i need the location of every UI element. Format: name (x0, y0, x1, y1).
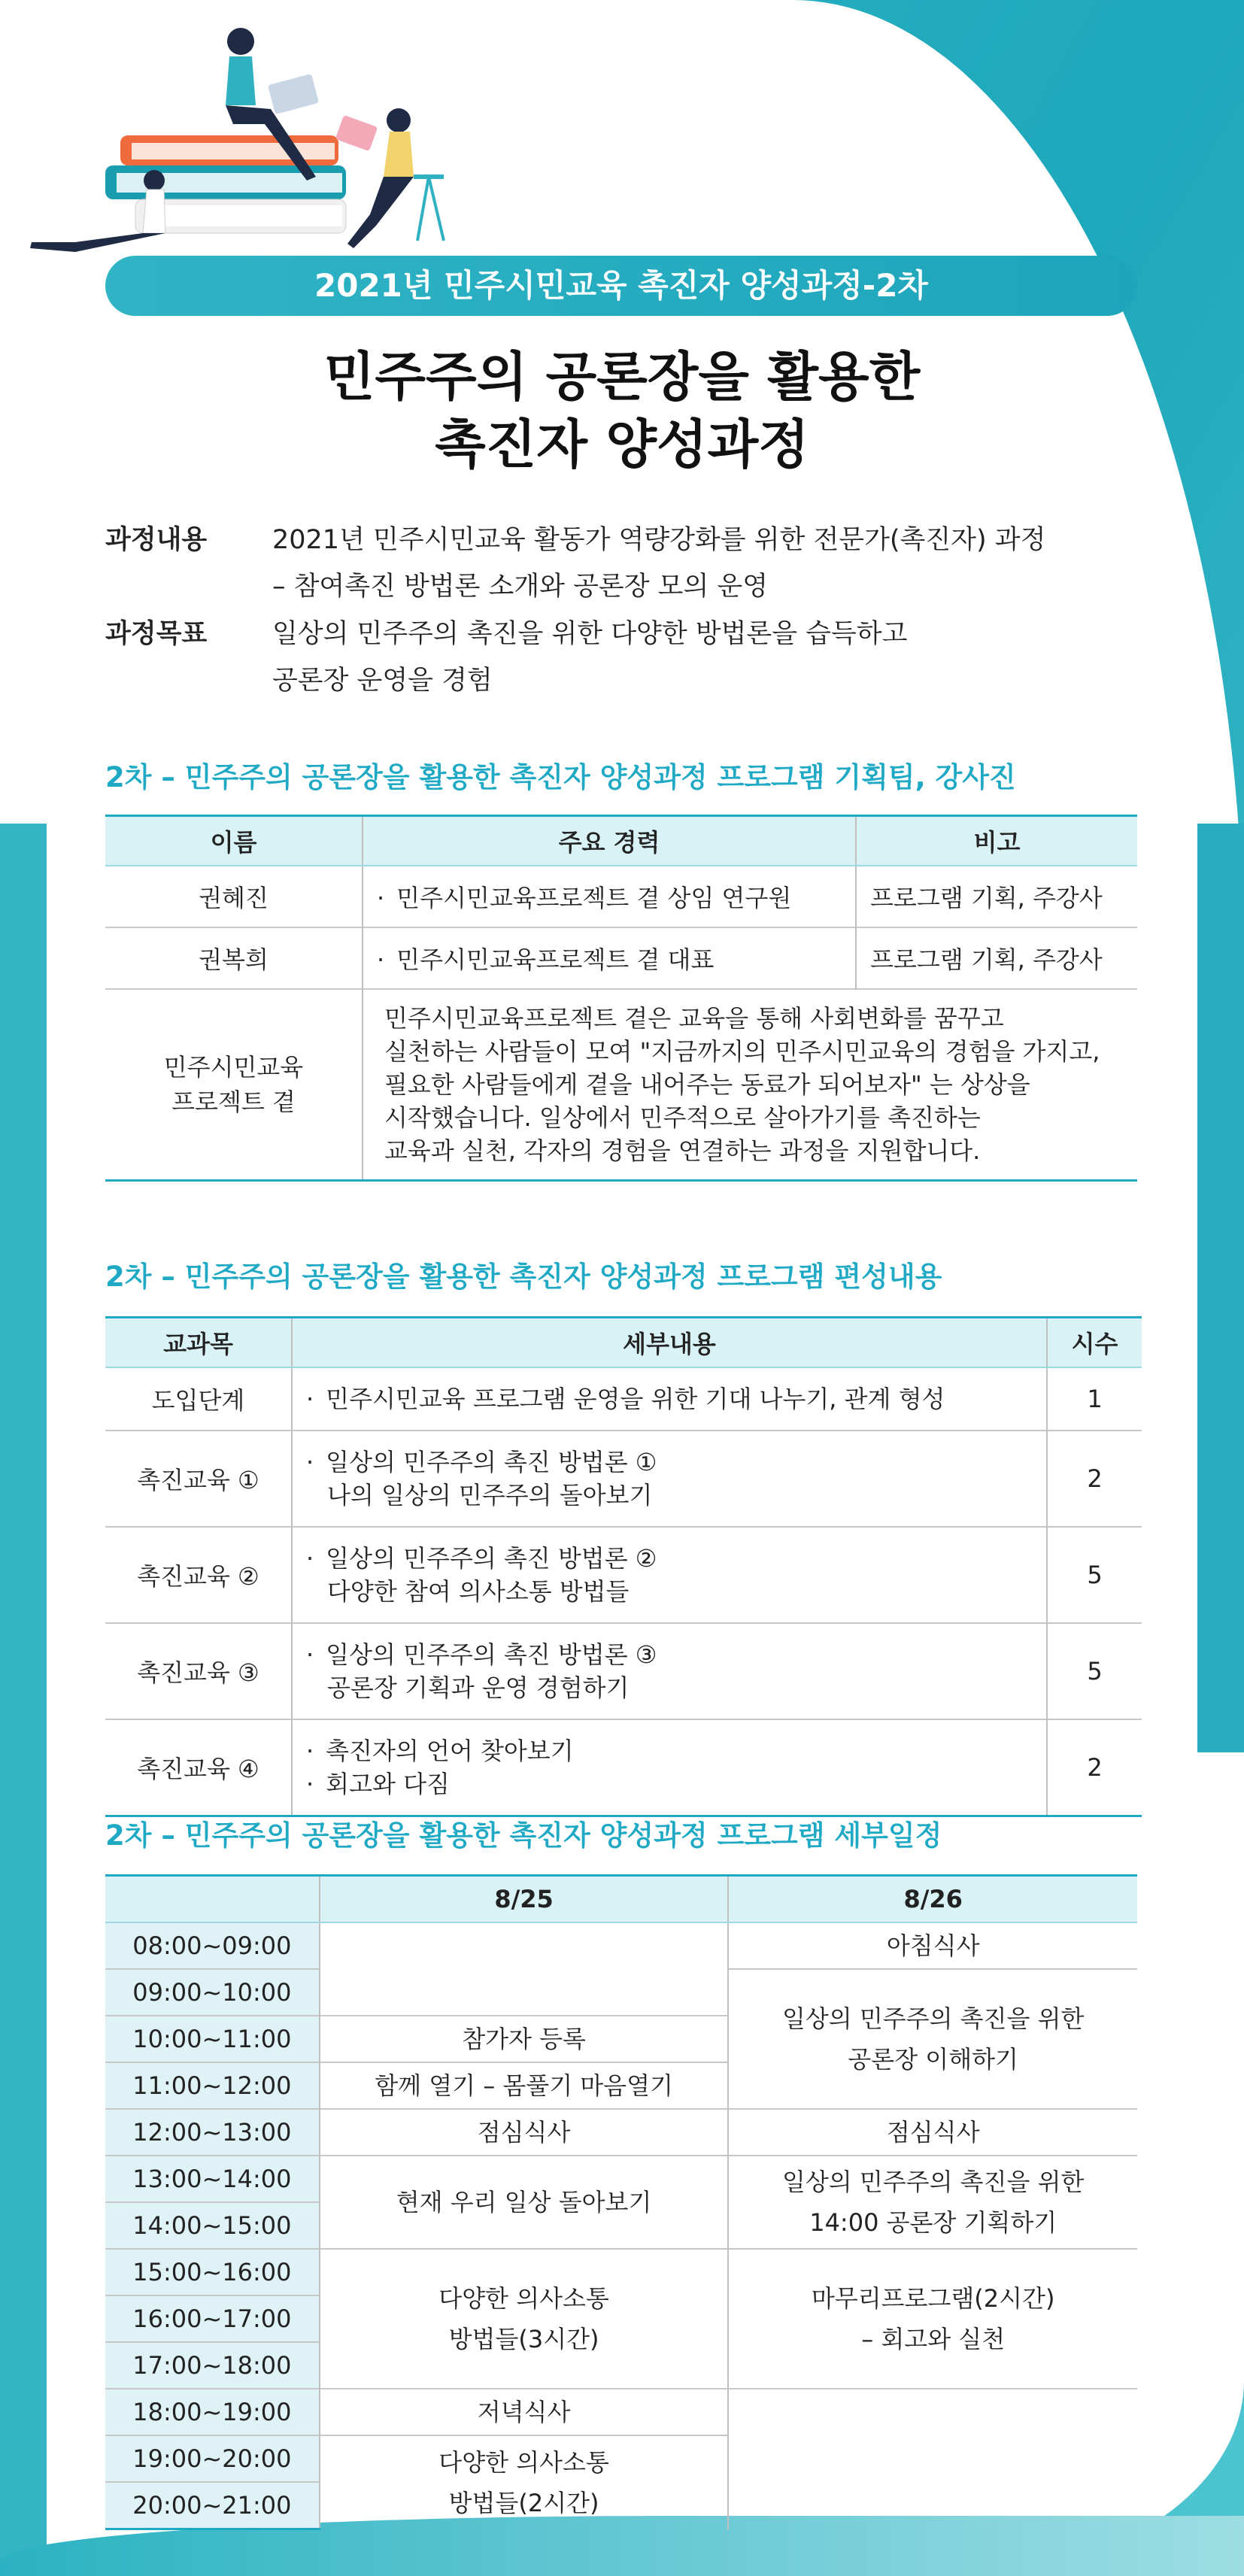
time-slot: 13:00~14:00 (105, 2156, 320, 2202)
day1-comm-line2: 방법들(3시간) (448, 2325, 599, 2353)
schedule-table-header (105, 1876, 1137, 1923)
table-row (105, 1719, 1142, 1816)
table-row (105, 2109, 1137, 2156)
day2-understand-line1: 일상의 민주주의 촉진을 위한 (781, 2004, 1085, 2033)
table-row (105, 2389, 1137, 2435)
day2-understand-line2: 공론장 이해하기 (848, 2045, 1018, 2074)
day2-final-line2: – 회고와 실천 (861, 2325, 1006, 2353)
org-name-line1: 민주시민교육 (163, 1053, 304, 1082)
org-desc-line: 필요한 사람들에게 곁을 내어주는 동료가 되어보자" 는 상상을 (384, 1070, 1030, 1099)
team-name: 권복희 (105, 927, 363, 989)
program-hours: 1 (1047, 1367, 1142, 1431)
team-career: · 민주시민교육프로젝트 곁 대표 (363, 927, 856, 989)
org-desc-line: 교육과 실천, 각자의 경험을 연결하는 과정을 지원합니다. (384, 1136, 981, 1165)
program-detail-line2: 회고와 다짐 (326, 1770, 450, 1798)
program-detail-line1: 일상의 민주주의 촉진 방법론 ③ (326, 1640, 657, 1669)
program-detail-line1: 촉진자의 언어 찾아보기 (326, 1737, 574, 1765)
table-row (105, 1527, 1142, 1623)
program-detail: · 촉진자의 언어 찾아보기 · 회고와 다짐 (292, 1719, 1047, 1816)
col-header-time (105, 1876, 320, 1923)
table-row (105, 1922, 1137, 1969)
program-detail: · 일상의 민주주의 촉진 방법론 ③ 공론장 기획과 운영 경험하기 (292, 1623, 1047, 1719)
day2-lunch: 점심식사 (728, 2109, 1137, 2156)
day1-look: 현재 우리 일상 돌아보기 (320, 2156, 729, 2249)
time-slot: 08:00~09:00 (105, 1922, 320, 1969)
col-header-day1: 8/25 (320, 1876, 729, 1923)
program-section-title: 2차 – 민주주의 공론장을 활용한 촉진자 양성과정 프로그램 편성내용 (105, 1261, 942, 1293)
day2-plan-line2: 14:00 공론장 기획하기 (809, 2208, 1057, 2237)
day2-final (728, 2249, 1137, 2389)
day1-dinner: 저녁식사 (320, 2389, 729, 2435)
col-header-note: 비고 (856, 816, 1137, 866)
program-hours: 2 (1047, 1431, 1142, 1527)
day2-final-line1: 마무리프로그램(2시간) (811, 2284, 1055, 2313)
table-row (105, 1367, 1142, 1431)
org-description (363, 989, 1137, 1181)
program-subject: 촉진교육 ① (105, 1431, 292, 1527)
program-detail: · 일상의 민주주의 촉진 방법론 ② 다양한 참여 의사소통 방법들 (292, 1527, 1047, 1623)
team-career-text: 민주시민교육프로젝트 곁 상임 연구원 (396, 884, 792, 912)
team-career: · 민주시민교육프로젝트 곁 상임 연구원 (363, 866, 856, 927)
time-slot: 12:00~13:00 (105, 2109, 320, 2156)
col-header-day2: 8/26 (728, 1876, 1137, 1923)
content-line2: – 참여촉진 방법론 소개와 공론장 모의 운영 (272, 572, 769, 602)
day2-understand (728, 1969, 1137, 2109)
time-slot: 10:00~11:00 (105, 2016, 320, 2062)
goal-line1: 일상의 민주주의 촉진을 위한 다양한 방법론을 습득하고 (272, 619, 908, 649)
time-slot: 15:00~16:00 (105, 2249, 320, 2295)
time-slot: 14:00~15:00 (105, 2202, 320, 2249)
program-table-header (105, 1318, 1142, 1368)
program-hours: 2 (1047, 1719, 1142, 1816)
day2-plan (728, 2156, 1137, 2249)
org-desc-line: 실천하는 사람들이 모여 "지금까지의 민주시민교육의 경험을 가지고, (384, 1037, 1100, 1066)
page-title-line1: 민주주의 공론장을 활용한 (323, 346, 921, 408)
schedule-section-title: 2차 – 민주주의 공론장을 활용한 촉진자 양성과정 프로그램 세부일정 (105, 1819, 942, 1852)
right-decor-band (1197, 824, 1244, 1752)
team-career-text: 민주시민교육프로젝트 곁 대표 (396, 945, 715, 974)
program-detail-line1: 민주시민교육 프로그램 운영을 위한 기대 나누기, 관계 형성 (326, 1385, 945, 1413)
time-slot: 17:00~18:00 (105, 2342, 320, 2389)
table-row (105, 2249, 1137, 2295)
day1-registration: 참가자 등록 (320, 2016, 729, 2062)
page-title-line2: 촉진자 양성과정 (435, 414, 809, 475)
day1-comm2-line1: 다양한 의사소통 (438, 2447, 609, 2477)
org-name (105, 989, 363, 1181)
org-name-line2: 프로젝트 곁 (171, 1088, 296, 1116)
day1-empty (320, 1922, 729, 2016)
team-note: 프로그램 기획, 주강사 (856, 927, 1137, 989)
program-detail-line2: 나의 일상의 민주주의 돌아보기 (327, 1481, 653, 1509)
program-detail-line1: 일상의 민주주의 촉진 방법론 ② (326, 1544, 657, 1573)
program-detail: · 일상의 민주주의 촉진 방법론 ① 나의 일상의 민주주의 돌아보기 (292, 1431, 1047, 1527)
time-slot: 16:00~17:00 (105, 2295, 320, 2342)
content-label: 과정내용 (105, 525, 208, 555)
table-row (105, 989, 1137, 1181)
day1-comm2-line2: 방법들(2시간) (448, 2488, 599, 2517)
day1-communication-2 (320, 2435, 729, 2529)
day1-opening: 함께 열기 – 몸풀기 마음열기 (320, 2062, 729, 2109)
program-subject: 도입단계 (105, 1367, 292, 1431)
program-detail-line2: 다양한 참여 의사소통 방법들 (327, 1577, 630, 1606)
time-slot: 20:00~21:00 (105, 2482, 320, 2529)
col-header-detail: 세부내용 (292, 1318, 1047, 1368)
col-header-subject: 교과목 (105, 1318, 292, 1368)
course-banner: 2021년 민주시민교육 촉진자 양성과정-2차 (105, 256, 1137, 316)
team-table-header (105, 816, 1137, 866)
program-subject: 촉진교육 ② (105, 1527, 292, 1623)
table-row (105, 927, 1137, 989)
table-row (105, 1623, 1142, 1719)
schedule-table (105, 1874, 1137, 2530)
program-detail: · 민주시민교육 프로그램 운영을 위한 기대 나누기, 관계 형성 (292, 1367, 1047, 1431)
program-hours: 5 (1047, 1527, 1142, 1623)
program-subject: 촉진교육 ④ (105, 1719, 292, 1816)
program-table (105, 1316, 1142, 1817)
program-detail-line1: 일상의 민주주의 촉진 방법론 ① (326, 1448, 657, 1476)
col-header-hours: 시수 (1047, 1318, 1142, 1368)
people-reading-illustration (23, 23, 474, 278)
day2-empty (728, 2389, 1137, 2529)
team-note: 프로그램 기획, 주강사 (856, 866, 1137, 927)
program-hours: 5 (1047, 1623, 1142, 1719)
day1-communication (320, 2249, 729, 2389)
time-slot: 11:00~12:00 (105, 2062, 320, 2109)
team-name: 권혜진 (105, 866, 363, 927)
team-table (105, 815, 1137, 1182)
table-row (105, 1431, 1142, 1527)
day1-comm-line1: 다양한 의사소통 (438, 2284, 609, 2313)
col-header-career: 주요 경력 (363, 816, 856, 866)
team-section-title: 2차 – 민주주의 공론장을 활용한 촉진자 양성과정 프로그램 기획팀, 강사진 (105, 761, 1016, 793)
day1-lunch: 점심식사 (320, 2109, 729, 2156)
program-subject: 촉진교육 ③ (105, 1623, 292, 1719)
content-line1: 2021년 민주시민교육 활동가 역량강화를 위한 전문가(촉진자) 과정 (272, 525, 1046, 555)
col-header-name: 이름 (105, 816, 363, 866)
table-row (105, 866, 1137, 927)
time-slot: 18:00~19:00 (105, 2389, 320, 2435)
program-detail-line2: 공론장 기획과 운영 경험하기 (327, 1673, 630, 1702)
goal-label: 과정목표 (105, 619, 208, 649)
left-decor-stripe (0, 824, 47, 2576)
goal-line2: 공론장 운영을 경험 (272, 666, 493, 696)
time-slot: 19:00~20:00 (105, 2435, 320, 2482)
time-slot: 09:00~10:00 (105, 1969, 320, 2016)
table-row (105, 2156, 1137, 2202)
day2-plan-line1: 일상의 민주주의 촉진을 위한 (781, 2168, 1085, 2196)
day2-breakfast: 아침식사 (728, 1922, 1137, 1969)
org-desc-line: 민주시민교육프로젝트 곁은 교육을 통해 사회변화를 꿈꾸고 (384, 1004, 1004, 1033)
org-desc-line: 시작했습니다. 일상에서 민주적으로 살아가기를 촉진하는 (384, 1103, 981, 1132)
